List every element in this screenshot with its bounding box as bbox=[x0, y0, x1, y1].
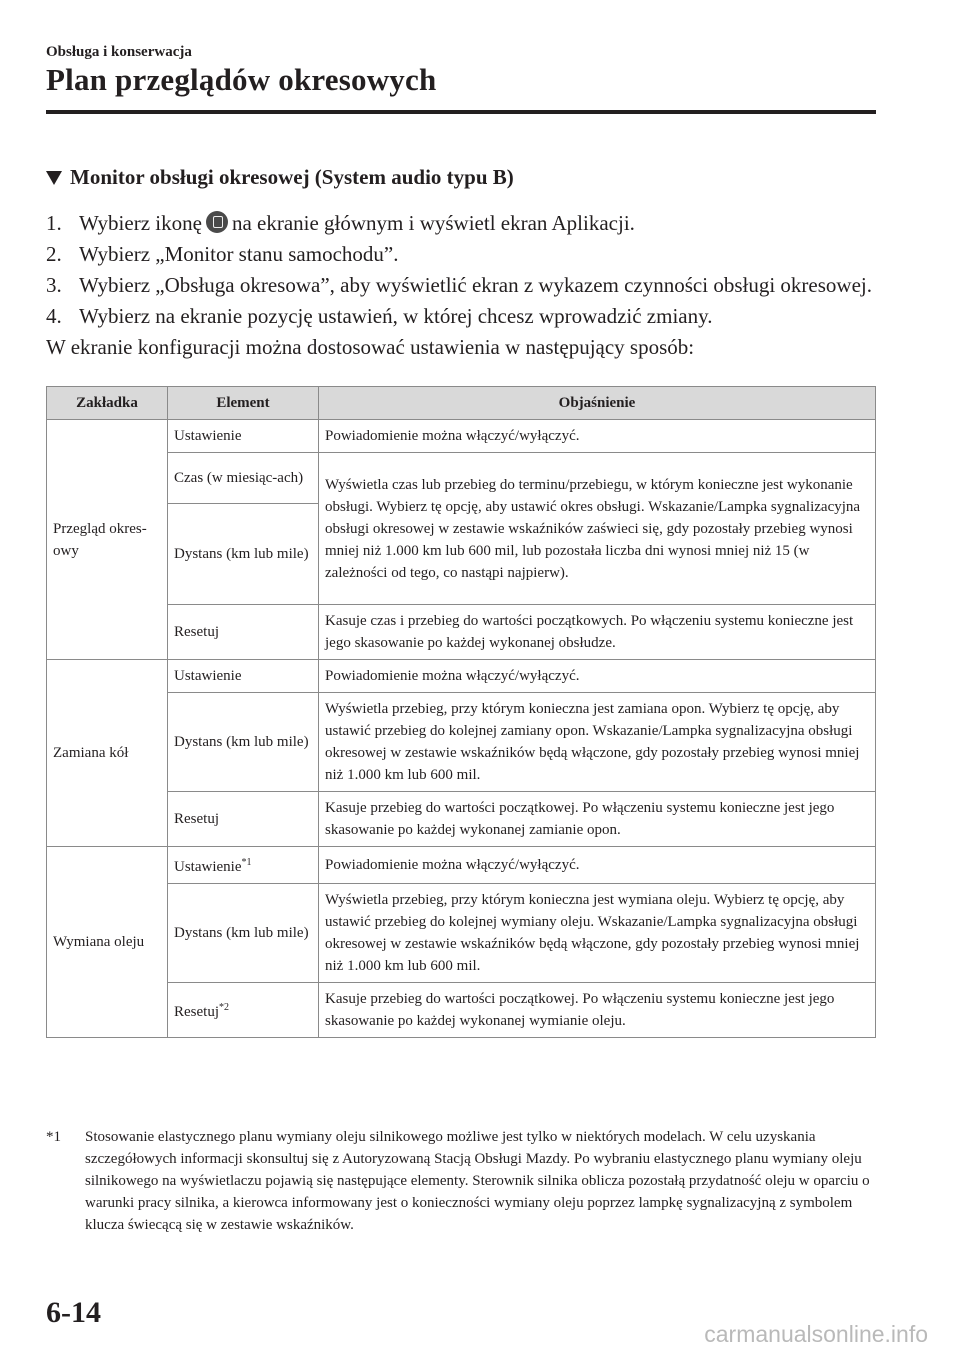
tab-cell: Zamiana kół bbox=[47, 660, 168, 847]
step-1 bbox=[46, 208, 886, 239]
steps-list bbox=[46, 208, 886, 363]
element-label: Ustawienie bbox=[174, 859, 242, 875]
header-section-label: Obsługa i konserwacja bbox=[46, 44, 192, 60]
step-number: 2. bbox=[46, 242, 62, 266]
step-text: Wybierz ikonę bbox=[79, 211, 202, 235]
element-cell: Resetuj bbox=[168, 792, 319, 847]
table-row bbox=[47, 847, 876, 884]
table-row bbox=[47, 453, 876, 504]
element-cell: Dystans (km lub mile) bbox=[168, 693, 319, 792]
step-number: 3. bbox=[46, 273, 62, 297]
explanation-cell: Kasuje przebieg do wartości początkowej. Po włączeniu systemu konieczne jest jego skasowanie po każdej wykonanej wymianie oleju. bbox=[319, 983, 876, 1038]
step-text: Wybierz „Monitor stanu samochodu”. bbox=[79, 242, 399, 266]
column-header-tab: Zakładka bbox=[47, 387, 168, 420]
section-title bbox=[46, 165, 514, 190]
table-row bbox=[47, 660, 876, 693]
table-header-row bbox=[47, 387, 876, 420]
table-row bbox=[47, 983, 876, 1038]
tab-cell: Przegląd okres-owy bbox=[47, 420, 168, 660]
watermark: carmanualsonline.info bbox=[704, 1321, 928, 1347]
element-cell: Resetuj bbox=[168, 605, 319, 660]
element-cell bbox=[168, 983, 319, 1038]
explanation-cell: Powiadomienie można włączyć/wyłączyć. bbox=[319, 420, 876, 453]
element-cell bbox=[168, 847, 319, 884]
element-cell: Dystans (km lub mile) bbox=[168, 884, 319, 983]
page-number: 6-14 bbox=[46, 1296, 101, 1329]
explanation-cell: Wyświetla przebieg, przy którym konieczna jest zamiana opon. Wybierz tę opcję, aby ustawić przebieg do kolejnej zamiany opon. Wskazanie/Lampka sygnalizacyjna obsługi okresowej w zestawie wskaźników będą włączone, gdy pozostały przebieg wynosi mniej niż 1.000 km lub 600 mil. bbox=[319, 693, 876, 792]
section-title-text: Monitor obsługi okresowej (System audio typu B) bbox=[70, 165, 514, 189]
footnote bbox=[46, 1126, 876, 1236]
explanation-cell: Wyświetla czas lub przebieg do terminu/przebiegu, w którym konieczne jest wykonanie obsługi. Wybierz tę opcję, aby ustawić okres obsługi. Wskazanie/Lampka sygnalizacyjna obsługi okresowej w zestawie wskaźników zaświeci się, gdy pozostały przebieg wynosi mniej niż 1.000 km lub 600 mil, lub pozostała liczba dni wynosi mniej niż 15 (w zależności od tego, co nastąpi najpierw). bbox=[319, 453, 876, 605]
triangle-bullet-icon bbox=[46, 171, 62, 185]
table-row bbox=[47, 693, 876, 792]
table-row bbox=[47, 605, 876, 660]
step-text: Wybierz na ekranie pozycję ustawień, w której chcesz wprowadzić zmiany. bbox=[79, 304, 713, 328]
step-2 bbox=[46, 239, 886, 270]
step-text: na ekranie głównym i wyświetl ekran Aplikacji. bbox=[231, 211, 635, 235]
footnote-mark: *1 bbox=[46, 1129, 61, 1145]
column-header-element: Element bbox=[168, 387, 319, 420]
element-cell: Ustawienie bbox=[168, 660, 319, 693]
step-number: 1. bbox=[46, 211, 62, 235]
element-label: Resetuj bbox=[174, 1004, 219, 1020]
step-text: Wybierz „Obsługa okresowa”, aby wyświetlić ekran z wykazem czynności obsługi okresowej. bbox=[79, 273, 872, 297]
footnote-ref: *2 bbox=[219, 1002, 229, 1013]
explanation-cell: Kasuje czas i przebieg do wartości początkowych. Po włączeniu systemu konieczne jest jego skasowanie po każdej wykonanej obsłudze. bbox=[319, 605, 876, 660]
element-cell: Dystans (km lub mile) bbox=[168, 504, 319, 605]
applications-icon bbox=[206, 211, 228, 233]
intro-text: W ekranie konfiguracji można dostosować ustawienia w następujący sposób: bbox=[46, 335, 695, 359]
table-row bbox=[47, 884, 876, 983]
step-number: 4. bbox=[46, 304, 62, 328]
explanation-cell: Wyświetla przebieg, przy którym konieczna jest wymiana oleju. Wybierz tę opcję, aby ustawić przebieg do kolejnej wymiany oleju. Wskazanie/Lampka sygnalizacyjna obsługi okresowej w zestawie wskaźników będą włączone, gdy pozostały przebieg wynosi mniej niż 1.000 km lub 600 mil. bbox=[319, 884, 876, 983]
maintenance-settings-table bbox=[46, 386, 876, 1038]
explanation-cell: Powiadomienie można włączyć/wyłączyć. bbox=[319, 660, 876, 693]
footnote-ref: *1 bbox=[241, 857, 252, 868]
table-row bbox=[47, 420, 876, 453]
column-header-explanation: Objaśnienie bbox=[319, 387, 876, 420]
explanation-cell: Powiadomienie można włączyć/wyłączyć. bbox=[319, 847, 876, 884]
element-cell: Czas (w miesiąc-ach) bbox=[168, 453, 319, 504]
footnote-text: Stosowanie elastycznego planu wymiany oleju silnikowego możliwe jest tylko w niektórych modelach. W celu uzyskania szczegółowych informacji skonsultuj się z Autoryzowaną Stacją Obsługi Mazdy. Po wybraniu elastycznego planu wymiany oleju silnikowego na wyświetlaczu pojawią się następujące elementy. Sterownik silnika oblicza pozostałą przydatność oleju w oparciu o warunki pracy silnika, a kierowca informowany jest o konieczności wymiany oleju poprzez lampkę sygnalizacyjną z symbolem klucza świecącą się w zestawie wskaźników. bbox=[85, 1129, 870, 1233]
page-title: Plan przeglądów okresowych bbox=[46, 62, 437, 97]
header-rule bbox=[46, 110, 876, 114]
explanation-cell: Kasuje przebieg do wartości początkowej. Po włączeniu systemu konieczne jest jego skasowanie po każdej wykonanej zamianie opon. bbox=[319, 792, 876, 847]
tab-cell: Wymiana oleju bbox=[47, 847, 168, 1038]
step-4 bbox=[46, 301, 886, 332]
step-3 bbox=[46, 270, 886, 301]
table-row bbox=[47, 792, 876, 847]
element-cell: Ustawienie bbox=[168, 420, 319, 453]
